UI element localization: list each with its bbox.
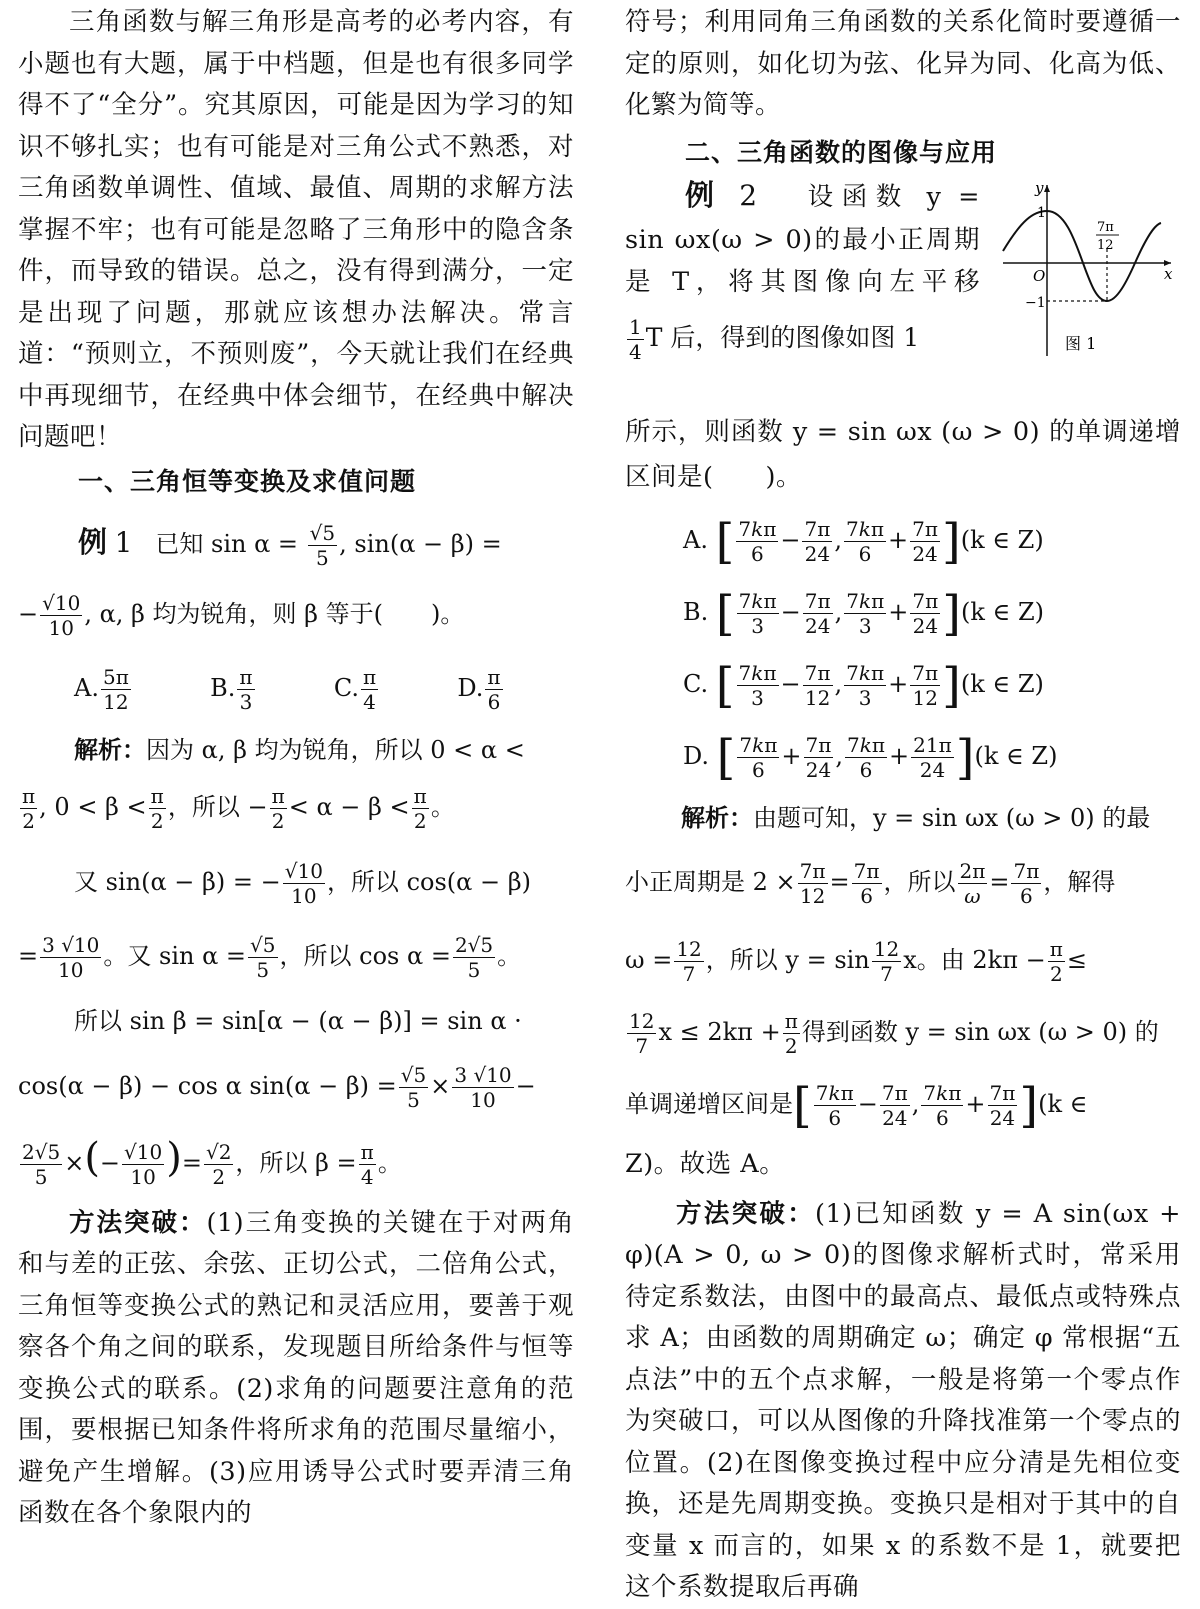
left-column bbox=[18, 0, 574, 1535]
example-2-line-5: 所示，则函数 y = sin ωx (ω > 0) 的单调递增 bbox=[625, 416, 1181, 447]
example-1-options: A. $\frac{5\pi}{12}$ B. $\frac{\pi}{3}$ C. $\frac{\pi}{4}$ D. $\frac{\pi}{6}$ bbox=[74, 664, 501, 714]
section-heading-1: 一、三角恒等变换及求值问题 bbox=[78, 466, 417, 496]
figure-origin-label: O bbox=[1033, 266, 1046, 285]
example-1-line-1: 例 1 已知 sin α = $\frac{√5}{5}$ , sin(α − β) = bbox=[78, 520, 502, 570]
example-2-line-6: 区间是( )。 bbox=[625, 461, 802, 492]
solution-2-line-5: 单调递增区间是[ $\frac{7k\pi}{6}$ − $\frac{7\pi}{24}$ , $\frac{7k\pi}{6}$ + $\frac{7\pi}{24}$ ](k ∈ bbox=[625, 1077, 1088, 1133]
solution-1-line-3: 又 sin(α − β) = − $\frac{√10}{10}$ ，所以 cos(α − β) bbox=[74, 858, 531, 908]
solution-1-line-1: 解析：因为 α, β 均为锐角，所以 0 < α < bbox=[74, 735, 525, 764]
section-heading-2: 二、三角函数的图像与应用 bbox=[685, 137, 998, 167]
example-2-block: 例 2 设函数 y = sin ωx(ω > 0)的最小正周期 是 T，将其图像向左平移 $\frac{1}{4}$ T 后，得到的图像如图 1 y x O 1 −1 7π 12 图 1 bbox=[625, 173, 1181, 438]
example-1-line-2: − $\frac{√10}{10}$ , α, β 均为锐角，则 β 等于( )。 bbox=[18, 590, 465, 640]
figure-one-label: 1 bbox=[1037, 204, 1046, 221]
figure-tick-denominator: 12 bbox=[1097, 237, 1114, 253]
figure-neg-one-label: −1 bbox=[1025, 294, 1046, 311]
example-2-option-a: A. [ $\frac{7k\pi}{6}$ − $\frac{7\pi}{24}$ , $\frac{7k\pi}{6}$ + $\frac{7\pi}{24}$ ](k ∈ Z) bbox=[683, 513, 1044, 569]
solution-1-line-4: = $\frac{3 √10}{10}$ 。又 sin α = $\frac{√5}{5}$ ，所以 cos α = $\frac{2√5}{5}$ 。 bbox=[18, 932, 522, 982]
figure-1-sine-graph bbox=[993, 181, 1178, 361]
sine-curve bbox=[1003, 211, 1161, 301]
solution-2-line-2: 小正周期是 2 × $\frac{7\pi}{12}$ = $\frac{7\pi}{6}$ ，所以 $\frac{2\pi}{\omega}$ = $\frac{7\pi}{6}$ ，解得 bbox=[625, 858, 1116, 908]
solution-2-line-3: ω = $\frac{12}{7}$ ，所以 y = sin $\frac{12}{7}$ x。由 2kπ − $\frac{\pi}{2}$ ≤ bbox=[625, 936, 1087, 986]
continued-paragraph: 符号；利用同角三角函数的关系化简时要遵循一定的原则，如化切为弦、化异为同、化高为低、化繁为简等。 bbox=[625, 7, 1181, 120]
intro-paragraph: 三角函数与解三角形是高考的必考内容，有小题也有大题，属于中档题，但是也有很多同学得不了“全分”。究其原因，可能是因为学习的知识不够扎实；也有可能是对三角公式不熟悉，对三角函数单调性、值域、最值、周期的求解方法掌握不牢；也有可能是忽略了三角形中的隐含条件，而导致的错误。总之，没有得到满分，一定是出现了问题，那就应该想办法解决。常言道：“预则立，不预则废”，今天就让我们在经典中再现细节，在经典中体会细节，在经典中解决问题吧！ bbox=[18, 7, 574, 452]
solution-1-line-6: cos(α − β) − cos α sin(α − β) = $\frac{√5}{5}$ × $\frac{3 √10}{10}$ − bbox=[18, 1062, 536, 1112]
method-1-paragraph: 方法突破：(1)三角变换的关键在于对两角和与差的正弦、余弦、正切公式，二倍角公式，三角恒等变换公式的熟记和灵活应用，要善于观察各个角之间的联系，发现题目所给条件与恒等变换公式的联系。(2)求角的问题要注意角的范围，要根据已知条件将所求角的范围尽量缩小，避免产生增解。(3)应用诱导公式时要弄清三角函数在各个象限内的 bbox=[18, 1207, 574, 1528]
right-column bbox=[625, 0, 1181, 1609]
figure-caption: 图 1 bbox=[1065, 333, 1097, 353]
example-1-label: 例 bbox=[78, 524, 108, 559]
method-2-paragraph: 方法突破：(1)已知函数 y = A sin(ωx + φ)(A > 0, ω > 0)的图像求解析式时，常采用待定系数法，由图中的最高点、最低点或特殊点求 A；由函数的周期确定 ω；确定 φ 常根据“五点法”中的五个点求解，一般是将第一个零点作为突破口，可以从图像的升降找准第一个零点的位置。(2)在图像变换过程中应分清是先相位变换，还是先周期变换。变换只是相对于其中的自变量 x 而言的，如果 x 的系数不是 1，就要把这个系数提取后再确 bbox=[625, 1198, 1181, 1602]
solution-1-line-5: 所以 sin β = sin[α − (α − β)] = sin α · bbox=[74, 1006, 522, 1035]
solution-1-line-2: $\frac{\pi}{2}$ , 0 < β < $\frac{\pi}{2}$ ，所以 − $\frac{\pi}{2}$ < α − β < $\frac{\pi}{2}$ 。 bbox=[22, 783, 455, 833]
figure-x-label: x bbox=[1164, 264, 1173, 283]
solution-2-line-4: $\frac{12}{7}$ x ≤ 2kπ + $\frac{\pi}{2}$ 得到函数 y = sin ωx (ω > 0) 的 bbox=[629, 1008, 1159, 1058]
example-2-option-b: B. [ $\frac{7k\pi}{3}$ − $\frac{7\pi}{24}$ , $\frac{7k\pi}{3}$ + $\frac{7\pi}{24}$ ](k ∈ Z) bbox=[683, 585, 1044, 641]
solution-2-line-1: 解析：由题可知，y = sin ωx (ω > 0) 的最 bbox=[681, 803, 1151, 832]
example-2-option-d: D. [ $\frac{7k\pi}{6}$ + $\frac{7\pi}{24}$ , $\frac{7k\pi}{6}$ + $\frac{21\pi}{24}$ ](k ∈ Z) bbox=[683, 729, 1058, 785]
example-2-option-c: C. [ $\frac{7k\pi}{3}$ − $\frac{7\pi}{12}$ , $\frac{7k\pi}{3}$ + $\frac{7\pi}{12}$ ](k ∈ Z) bbox=[683, 657, 1044, 713]
example-1-number: 1 bbox=[114, 525, 133, 559]
y-axis-arrow-icon bbox=[1044, 185, 1050, 192]
solution-2-line-6: Z)。故选 A。 bbox=[625, 1148, 786, 1179]
solution-1-line-7: $\frac{2√5}{5}$ ×(− $\frac{√10}{10}$ )= $\frac{√2}{2}$ ，所以 β = $\frac{\pi}{4}$ 。 bbox=[22, 1134, 402, 1189]
example-2-number: 2 bbox=[739, 178, 758, 212]
figure-tick-numerator: 7π bbox=[1097, 219, 1114, 235]
figure-y-label: y bbox=[1035, 180, 1044, 197]
example-2-label: 例 bbox=[685, 177, 723, 212]
